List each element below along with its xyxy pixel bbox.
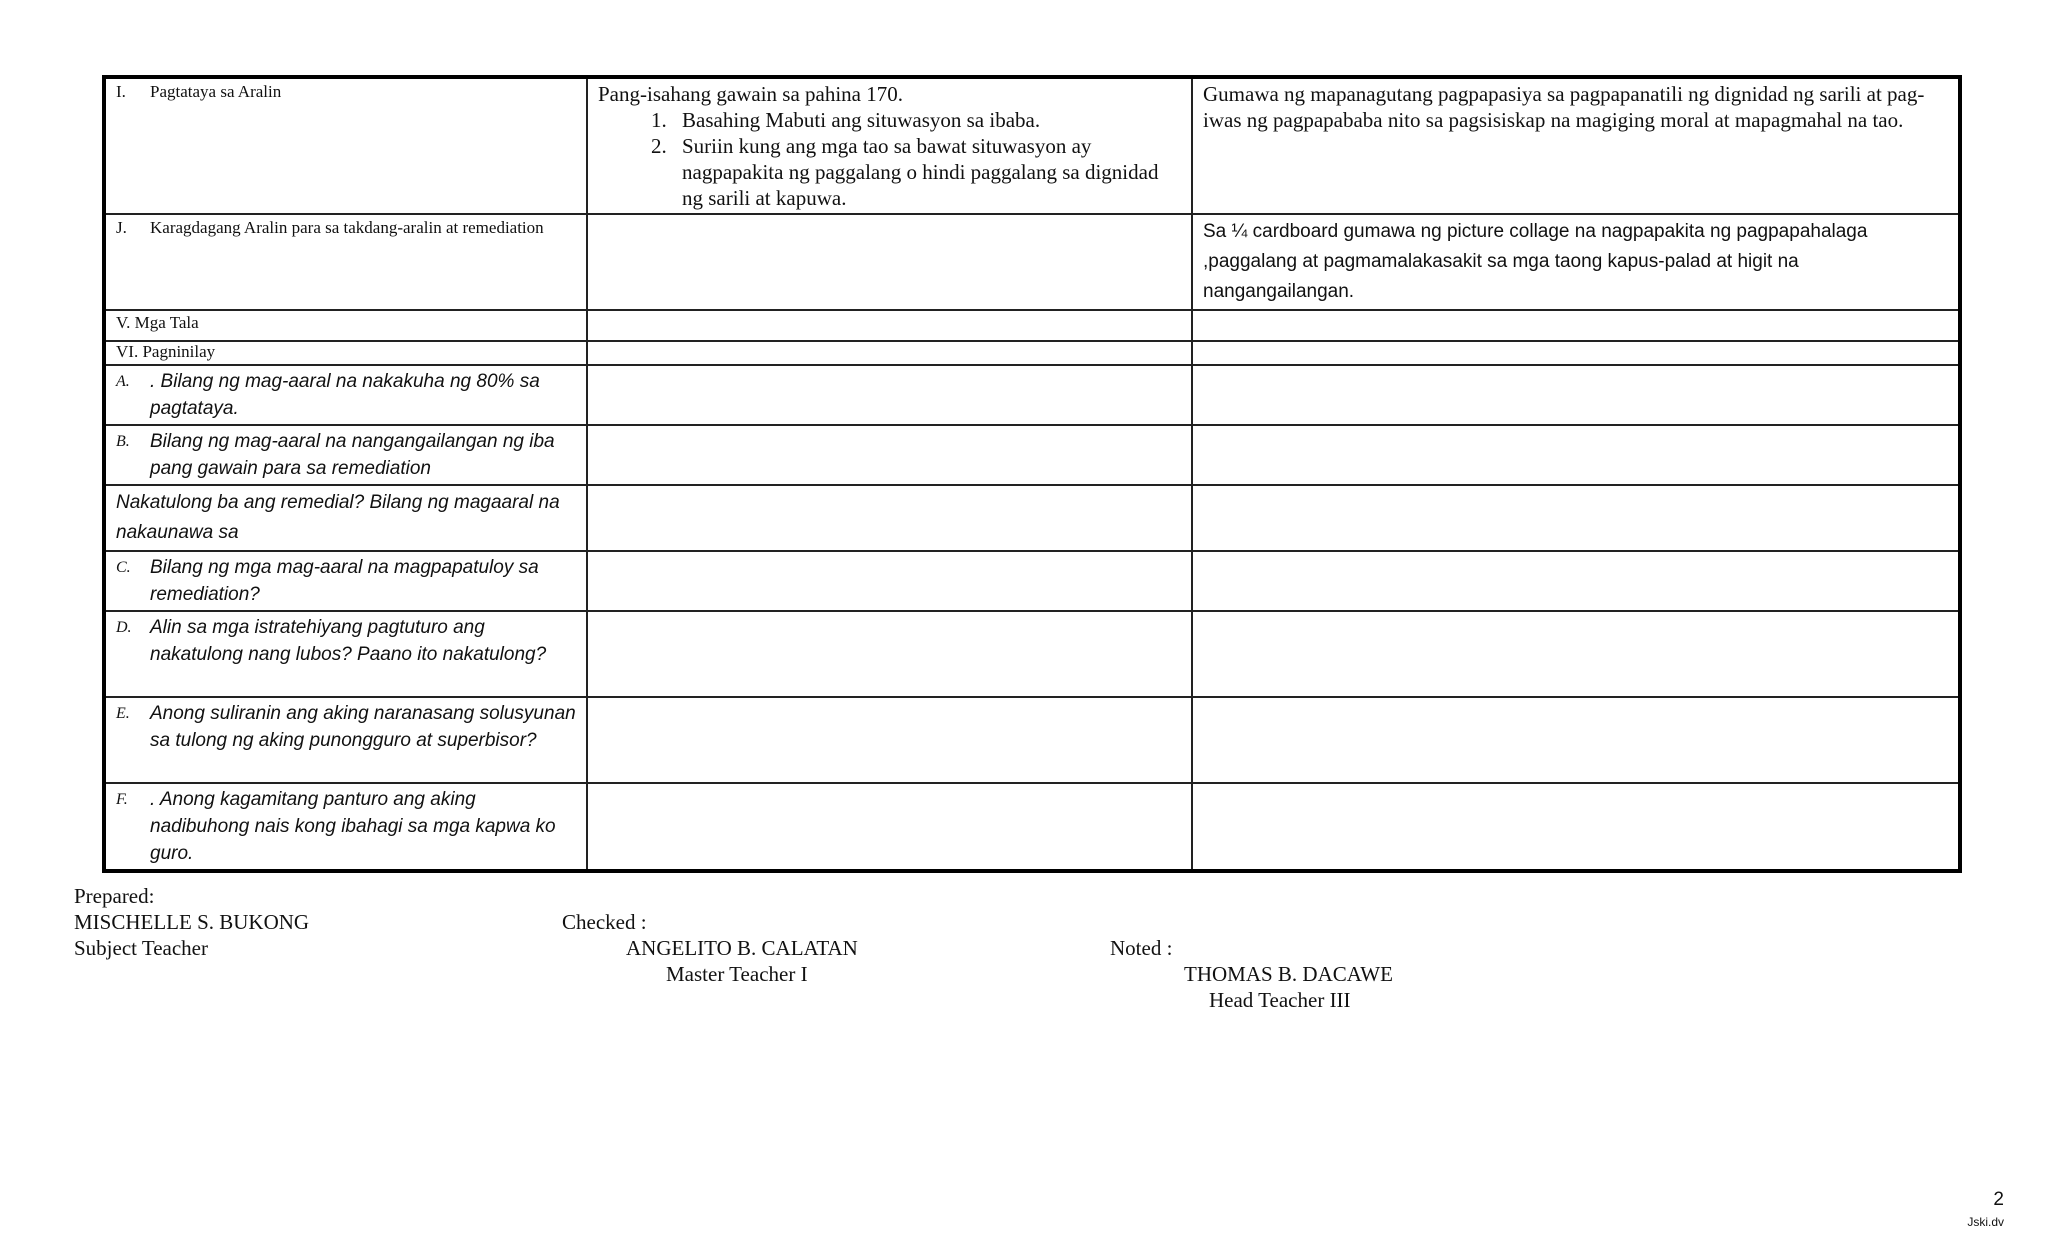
checked-name: ANGELITO B. CALATAN <box>626 936 858 960</box>
row-label: Pagtataya sa Aralin <box>150 82 282 101</box>
row-f <box>104 783 1960 871</box>
checked-title: Master Teacher I <box>666 962 808 986</box>
empty-cell <box>1192 783 1960 871</box>
row-mga-tala <box>104 310 1960 341</box>
empty-cell <box>587 365 1192 425</box>
empty-cell <box>1192 611 1960 697</box>
activity-intro: Pang-isahang gawain sa pahina 170. <box>598 82 904 106</box>
empty-cell <box>1192 310 1960 341</box>
row-label: V. Mga Tala <box>116 313 199 332</box>
empty-cell <box>587 611 1192 697</box>
empty-cell <box>1192 365 1960 425</box>
prepared-name: MISCHELLE S. BUKONG <box>74 910 310 934</box>
empty-cell <box>587 697 1192 783</box>
activity-step: 2. Suriin kung ang mga tao sa bawat situwasyon ay nagpapakita ng paggalang o hindi paggalang sa dignidad ng sarili at kapuwa. <box>672 133 1181 211</box>
row-label: Alin sa mga istratehiyang pagtuturo ang nakatulong nang lubos? Paano ito nakatulong? <box>150 617 547 665</box>
row-pagtataya <box>104 77 1960 214</box>
row-label-cell <box>104 611 587 697</box>
activity-step: 1. Basahing Mabuti ang situwasyon sa ibaba. <box>672 107 1181 133</box>
prepared-label: Prepared: <box>74 884 155 908</box>
row-remedial <box>104 485 1960 551</box>
row-c <box>104 551 1960 611</box>
empty-cell <box>587 310 1192 341</box>
assignment-cell: Sa ¼ cardboard gumawa ng picture collage na nagpapakita ng pagpapahalaga ,paggalang at pagmamalakasakit sa mga taong kapus-palad at higit na nangangailangan. <box>1192 214 1960 310</box>
empty-cell <box>1192 697 1960 783</box>
noted-title: Head Teacher III <box>1209 988 1351 1012</box>
empty-cell <box>587 551 1192 611</box>
row-b <box>104 425 1960 485</box>
footer-mark: Jski.dv <box>1967 1215 2004 1229</box>
page-number: 2 <box>1993 1189 2004 1210</box>
row-label-cell <box>104 214 587 310</box>
row-label-cell <box>104 425 587 485</box>
empty-cell <box>1192 341 1960 365</box>
empty-cell <box>587 425 1192 485</box>
row-label-cell <box>104 783 587 871</box>
row-label-cell <box>104 365 587 425</box>
empty-cell <box>1192 425 1960 485</box>
empty-cell <box>1192 551 1960 611</box>
prepared-title: Subject Teacher <box>74 936 208 960</box>
row-label: Karagdagang Aralin para sa takdang-aralin at remediation <box>150 218 544 237</box>
lesson-plan-table <box>102 75 1962 873</box>
row-label: Bilang ng mga mag-aaral na magpapatuloy sa remediation? <box>150 557 539 605</box>
row-marker: E. <box>116 705 130 722</box>
row-marker: F. <box>116 791 128 808</box>
empty-cell <box>1192 485 1960 551</box>
activity-steps <box>598 107 1181 211</box>
noted-name: THOMAS B. DACAWE <box>1184 962 1393 986</box>
row-karagdagang-aralin <box>104 214 1960 310</box>
activity-cell <box>587 77 1192 214</box>
checked-label: Checked : <box>562 910 647 934</box>
row-label: Anong suliranin ang aking naranasang solusyunan sa tulong ng aking punongguro at superbisor? <box>150 703 576 751</box>
row-label-cell <box>104 697 587 783</box>
row-label: Bilang ng mag-aaral na nangangailangan ng iba pang gawain para sa remediation <box>150 431 555 479</box>
row-marker: J. <box>116 218 127 237</box>
row-e <box>104 697 1960 783</box>
row-marker: C. <box>116 559 131 576</box>
row-label: VI. Pagninilay <box>116 342 216 361</box>
row-label-cell <box>104 485 587 551</box>
row-pagninilay <box>104 341 1960 365</box>
row-label-cell <box>104 310 587 341</box>
row-marker: I. <box>116 82 126 101</box>
row-label-cell <box>104 341 587 365</box>
row-marker: A. <box>116 373 130 390</box>
empty-cell <box>587 341 1192 365</box>
row-label: . Anong kagamitang panturo ang aking nadibuhong nais kong ibahagi sa mga kapwa ko guro. <box>150 789 556 864</box>
noted-label: Noted : <box>1110 936 1173 960</box>
row-d <box>104 611 1960 697</box>
empty-cell <box>587 783 1192 871</box>
objective-cell: Gumawa ng mapanagutang pagpapasiya sa pagpapanatili ng dignidad ng sarili at pag-iwas ng pagpapababa nito sa pagsisiskap na magiging moral at mapagmahal na tao. <box>1192 77 1960 214</box>
row-label: . Bilang ng mag-aaral na nakakuha ng 80% sa pagtataya. <box>150 371 540 419</box>
empty-cell <box>587 485 1192 551</box>
row-marker: D. <box>116 619 132 636</box>
empty-cell <box>587 214 1192 310</box>
row-label: Nakatulong ba ang remedial? Bilang ng magaaral na nakaunawa sa <box>116 492 560 543</box>
row-label-cell <box>104 551 587 611</box>
row-marker: B. <box>116 433 130 450</box>
row-a <box>104 365 1960 425</box>
row-label-cell <box>104 77 587 214</box>
